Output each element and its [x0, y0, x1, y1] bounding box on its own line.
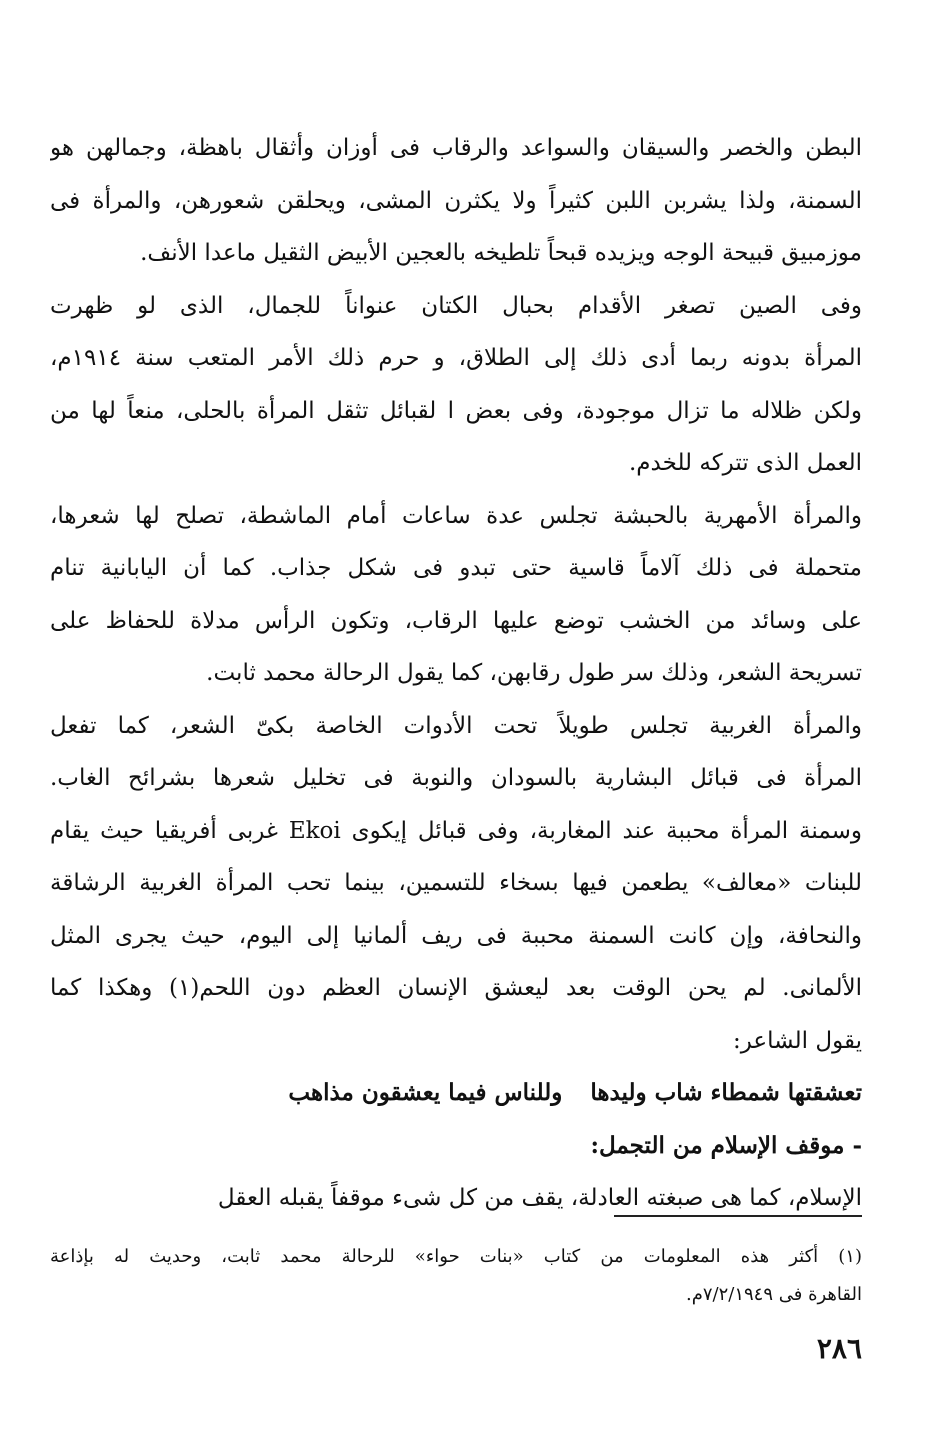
text-line: يقول الشاعر: [732, 1027, 862, 1054]
text-line: على وسائد من الخشب توضع عليها الرقاب، وتكون الرأس مدلاة للحفاظ على [50, 607, 862, 634]
verse-first-hemistich: تعشقتها شمطاء شاب وليدها [590, 1079, 862, 1106]
text-line: وسمنة المرأة محببة عند المغاربة، وفى قبائل إيكوى Ekoi غربى أفريقيا حيث يقام [50, 817, 862, 844]
text-line: العمل الذى تتركه للخدم. [628, 450, 862, 476]
footnote-divider [614, 1215, 862, 1217]
footnote [50, 1238, 862, 1314]
footnote-line: (١) أكثر هذه المعلومات من كتاب «بنات حواء» للرحالة محمد ثابت، وحديث له بإذاعة [50, 1246, 862, 1267]
text-line: للبنات «معالف» يطعمن فيها بسخاء للتسمين، بينما تحب المرأة الغربية الرشاقة [50, 870, 862, 896]
text-line: ولكن ظلاله ما تزال موجودة، وفى بعض ا لقبائل تثقل المرأة بالحلى، منعاً لها من [50, 397, 862, 424]
text-line: والنحافة، وإن كانت السمنة محببة فى ريف ألمانيا إلى اليوم، حيث يجرى المثل [50, 922, 862, 949]
page-number: ٢٨٦ [816, 1332, 862, 1365]
footnote-line: القاهرة فى ٧/٢/١٩٤٩م. [686, 1284, 862, 1305]
text-line: الألمانى. لم يحن الوقت بعد ليعشق الإنسان العظم دون اللحم(١) وهكذا كما [50, 975, 862, 1001]
poetry-verse [50, 1067, 862, 1120]
text-line: وفى الصين تصغر الأقدام بحبال الكتان عنواناً للجمال، الذى لو ظهرت [50, 292, 862, 319]
body-text [50, 122, 862, 1225]
text-line: المرأة بدونه ربما أدى ذلك إلى الطلاق، و حرم ذلك الأمر المتعب سنة ١٩١٤م، [50, 345, 862, 371]
section-heading: - موقف الإسلام من التجمل: [590, 1131, 862, 1159]
text-line: متحملة فى ذلك آلاماً قاسية حتى تبدو فى شكل جذاب. كما أن اليابانية تنام [50, 555, 862, 581]
text-line: موزمبيق قبيحة الوجه ويزيده قبحاً تلطيخه بالعجين الأبيض الثقيل ماعدا الأنف. [140, 240, 862, 266]
text-line: والمرأة الغربية تجلس طويلاً تحت الأدوات الخاصة بكىّ الشعر، كما تفعل [50, 712, 862, 739]
text-line: المرأة فى قبائل البشارية بالسودان والنوبة فى تخليل شعرها بشرائح الغاب. [50, 765, 862, 791]
text-line: تسريحة الشعر، وذلك سر طول رقابهن، كما يقول الرحالة محمد ثابت. [206, 660, 862, 686]
text-line: والمرأة الأمهرية بالحبشة تجلس عدة ساعات أمام الماشطة، تصلح لها شعرها، [50, 502, 862, 529]
text-line: السمنة، ولذا يشربن اللبن كثيراً ولا يكثرن المشى، ويحلقن شعورهن، والمرأة فى [50, 187, 862, 214]
text-line: البطن والخصر والسيقان والسواعد والرقاب فى أوزان وأثقال باهظة، وجمالهن هو [50, 135, 862, 161]
verse-second-hemistich: وللناس فيما يعشقون مذاهب [288, 1079, 563, 1106]
text-line: الإسلام، كما هى صبغته العادلة، يقف من كل شىء موقفاً يقبله العقل [217, 1185, 862, 1211]
